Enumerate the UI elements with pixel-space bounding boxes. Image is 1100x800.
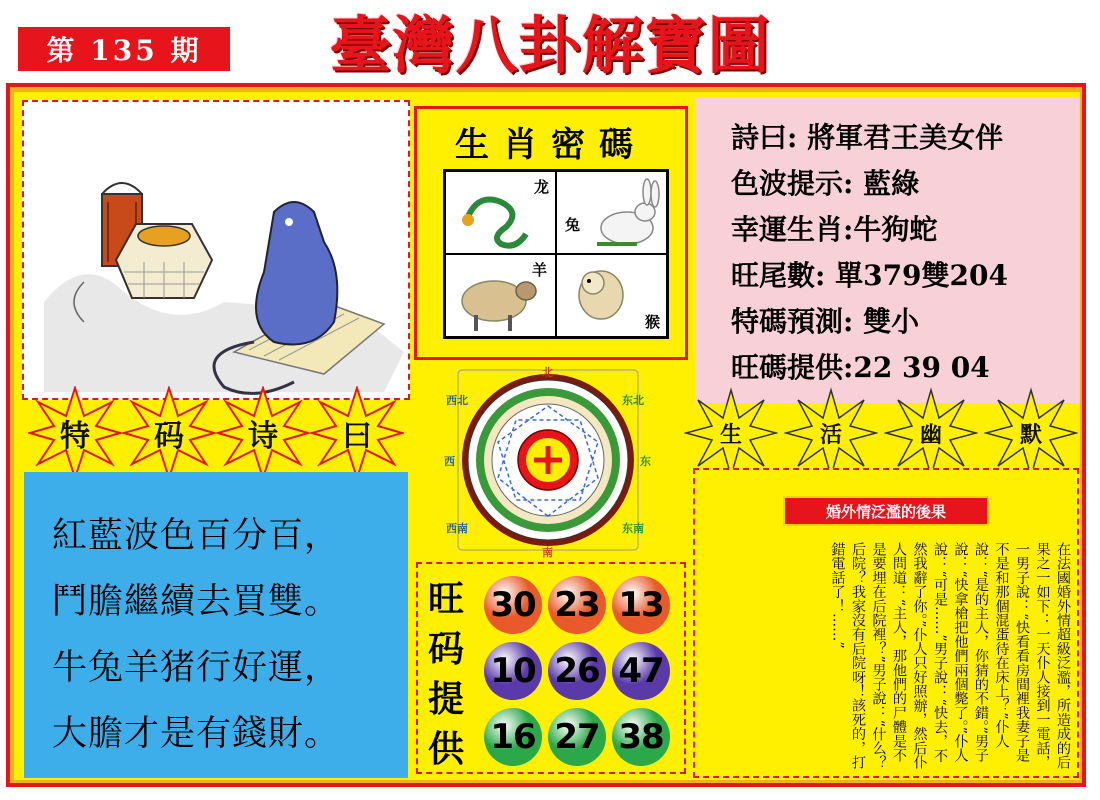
- number-ball: 13: [612, 576, 670, 634]
- star-badge: [784, 386, 878, 480]
- info-panel: [695, 98, 1079, 403]
- hot-numbers-box: [416, 562, 686, 774]
- star-badge: [216, 386, 310, 480]
- number-ball: 38: [612, 708, 670, 766]
- wheel-dir-label: 东北: [622, 394, 644, 407]
- number-ball: 23: [548, 576, 606, 634]
- info-hot-numbers: 旺碼提供:22 39 04: [731, 351, 990, 384]
- humor-story-box: [693, 468, 1079, 778]
- number-ball: 27: [548, 708, 606, 766]
- info-color-hint: 色波提示: 藍綠: [731, 167, 920, 200]
- star-char: 幽: [919, 421, 942, 448]
- story-text: 在法國婚外情超級泛濫，所造成的后果之一如下：一天仆人接到一電話，一男子說：“快看看房間裡我妻子是不是和那個混蛋待在床上？”仆人說：“是的主人，你猜的不錯。”男子說：“快拿槍把他們兩個斃了。”仆人說：“可是……”男子說：“快去，不然我辭了你。”仆人只好照辦，然后仆人問道：“主人，那他們的尸體是不是要埋在后院裡？”男子說：“什么？后院？我家沒有后院呀！該死的，打錯電話了！……”: [829, 542, 1071, 770]
- zodiac-label: 兔: [565, 216, 581, 234]
- zodiac-code-box: [414, 106, 688, 360]
- rat-drawing-icon: [24, 102, 408, 398]
- zodiac-label: 猴: [644, 313, 660, 331]
- poem-line: 牛兔羊猪行好運，: [52, 648, 341, 688]
- wheel-dir-label: 北: [542, 366, 553, 379]
- label-char: 码: [427, 628, 464, 670]
- bagua-wheel: [430, 360, 666, 558]
- star-char: 码: [154, 419, 184, 454]
- star-badge: [984, 386, 1078, 480]
- label-char: 提: [427, 678, 464, 720]
- wheel-dir-label: 东: [640, 455, 651, 468]
- wheel-dir-label: 西: [444, 455, 455, 468]
- star-char: 默: [1019, 421, 1042, 448]
- poem-line: 大膽才是有錢財。: [52, 714, 341, 754]
- hot-numbers-label: [426, 574, 466, 774]
- wheel-dir-label: 东南: [622, 522, 644, 535]
- zodiac-title: 生肖密碼: [455, 125, 647, 165]
- zodiac-cell-dragon: [445, 171, 556, 254]
- info-tail-numbers: 旺尾數: 單379雙204: [731, 259, 1008, 292]
- star-badge: [684, 386, 778, 480]
- star-char: 活: [819, 421, 842, 448]
- star-char: 曰: [342, 419, 372, 454]
- page-title: [300, 0, 800, 80]
- label-char: 供: [427, 728, 464, 770]
- poem-line: 鬥膽繼續去買雙。: [52, 582, 341, 622]
- issue-badge: 第 135 期: [18, 27, 230, 71]
- star-char: 生: [719, 421, 742, 448]
- wheel-dir-label: 南: [542, 546, 553, 559]
- story-title: 婚外情泛濫的後果: [783, 496, 989, 526]
- number-ball: 47: [612, 642, 670, 700]
- star-badge: [122, 386, 216, 480]
- zodiac-cell-sheep: [445, 254, 556, 337]
- poem-box: [24, 472, 408, 778]
- number-ball: 30: [484, 576, 542, 634]
- zodiac-label: 羊: [531, 261, 547, 279]
- star-badge: [310, 386, 404, 480]
- star-char: 特: [60, 419, 90, 454]
- page-title-text: 臺灣八卦解寶圖: [329, 8, 771, 82]
- zodiac-grid: [443, 169, 669, 339]
- number-ball: 16: [484, 708, 542, 766]
- poem-line: 紅藍波色百分百，: [52, 516, 341, 556]
- star-badge: [28, 386, 122, 480]
- info-poem-line: 詩曰: 將軍君王美女伴: [731, 121, 1004, 154]
- zodiac-label: 龙: [533, 178, 549, 196]
- zodiac-cell-monkey: [556, 254, 667, 337]
- star-char: 诗: [248, 419, 278, 454]
- zodiac-cell-rabbit: [556, 171, 667, 254]
- number-ball: 10: [484, 642, 542, 700]
- rat-illustration: [22, 100, 410, 400]
- info-special-prediction: 特碼預測: 雙小: [731, 305, 920, 338]
- star-badge: [884, 386, 978, 480]
- label-char: 旺: [427, 578, 464, 620]
- wheel-dir-label: 西南: [446, 522, 468, 535]
- number-ball: 26: [548, 642, 606, 700]
- wheel-dir-label: 西北: [446, 394, 468, 407]
- info-lucky-zodiac: 幸運生肖:牛狗蛇: [731, 213, 938, 246]
